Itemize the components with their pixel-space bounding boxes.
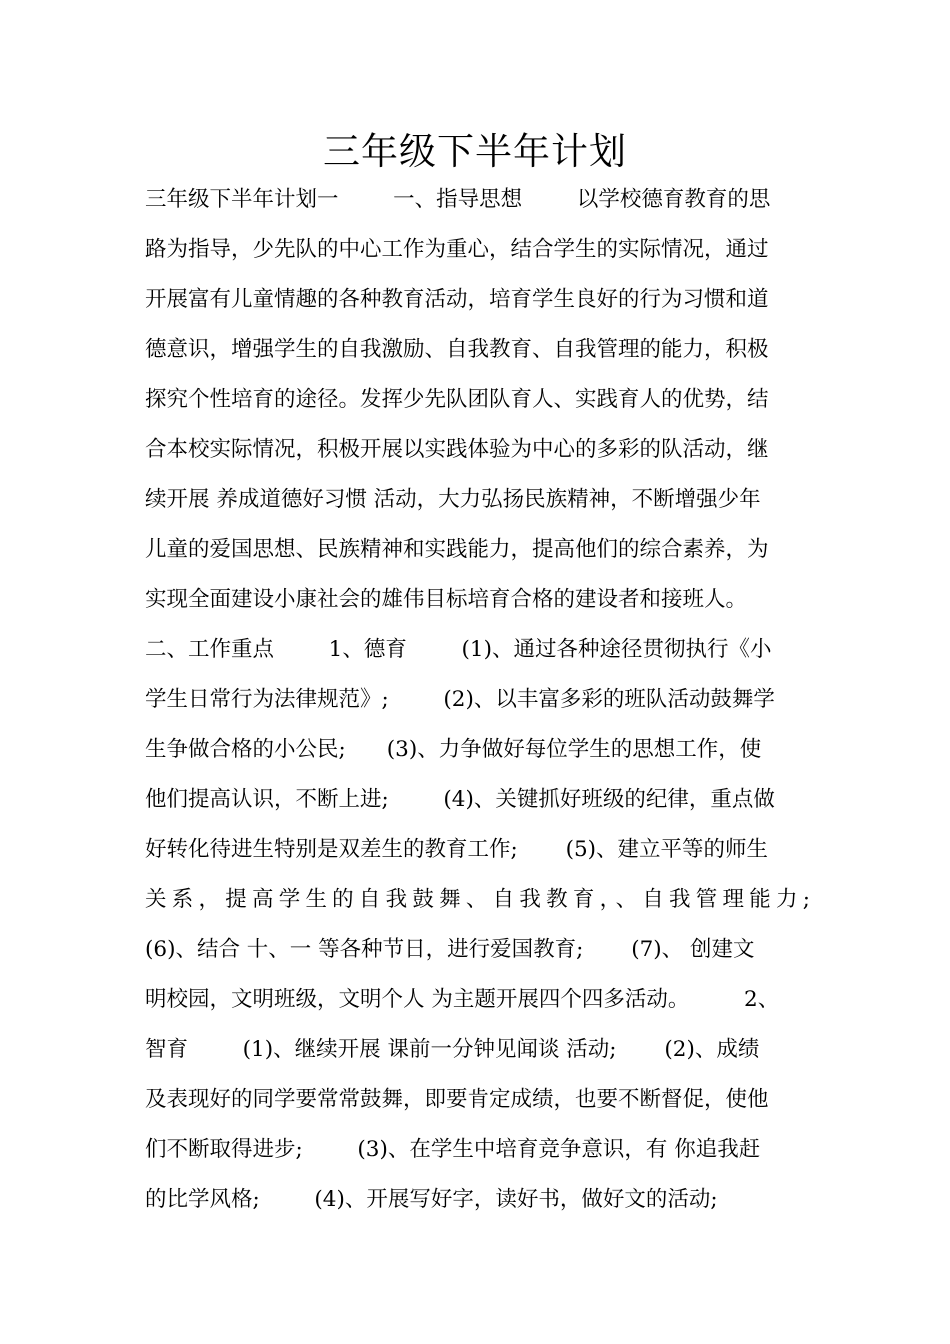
body-line: 探究个性培育的途径。发挥少先队团队育人、实践育人的优势，结 — [145, 387, 769, 412]
body-line: 二、工作重点 1、德育 (1)、通过各种途径贯彻执行《小 — [145, 637, 772, 662]
body-line: 路为指导，少先队的中心工作为重心，结合学生的实际情况，通过 — [145, 237, 769, 262]
body-line: 智育 (1)、继续开展 课前一分钟见闻谈 活动; (2)、成绩 — [145, 1037, 760, 1062]
body-line: 三年级下半年计划一 一、指导思想 以学校德育教育的思 — [145, 187, 771, 212]
body-line: 合本校实际情况，积极开展以实践体验为中心的多彩的队活动，继 — [145, 437, 769, 462]
body-line: 及表现好的同学要常常鼓舞，即要肯定成绩，也要不断督促，使他 — [145, 1087, 769, 1112]
body-line: 关系，提高学生的自我鼓舞、自我教育，、自我管理能力; — [145, 887, 810, 912]
body-line: 他们提高认识，不断上进; (4)、关键抓好班级的纪律，重点做 — [145, 787, 775, 812]
body-line: 德意识，增强学生的自我激励、自我教育、自我管理的能力，积极 — [145, 337, 769, 362]
body-line: 学生日常行为法律规范》; (2)、以丰富多彩的班队活动鼓舞学 — [145, 687, 775, 712]
body-line: 好转化待进生特别是双差生的教育工作; (5)、建立平等的师生 — [145, 837, 769, 862]
body-line: 续开展 养成道德好习惯 活动，大力弘扬民族精神，不断增强少年 — [145, 487, 761, 512]
body-line: 儿童的爱国思想、民族精神和实践能力，提高他们的综合素养，为 — [145, 537, 769, 562]
body-line: (6)、结合 十、一 等各种节日，进行爱国教育; (7)、 创建文 — [145, 937, 755, 962]
body-line: 们不断取得进步; (3)、在学生中培育竞争意识，有 你追我赶 — [145, 1137, 761, 1162]
body-line: 明校园，文明班级，文明个人 为主题开展四个四多活动。 2、 — [145, 987, 780, 1012]
body-line: 开展富有儿童情趣的各种教育活动，培育学生良好的行为习惯和道 — [145, 287, 769, 312]
document-title: 三年级下半年计划 — [323, 130, 627, 173]
body-line: 实现全面建设小康社会的雄伟目标培育合格的建设者和接班人。 — [145, 587, 748, 612]
document-body — [145, 175, 810, 1225]
body-line: 生争做合格的小公民; (3)、力争做好每位学生的思想工作，使 — [145, 737, 762, 762]
body-line: 的比学风格; (4)、开展写好字，读好书，做好文的活动; — [145, 1187, 718, 1212]
